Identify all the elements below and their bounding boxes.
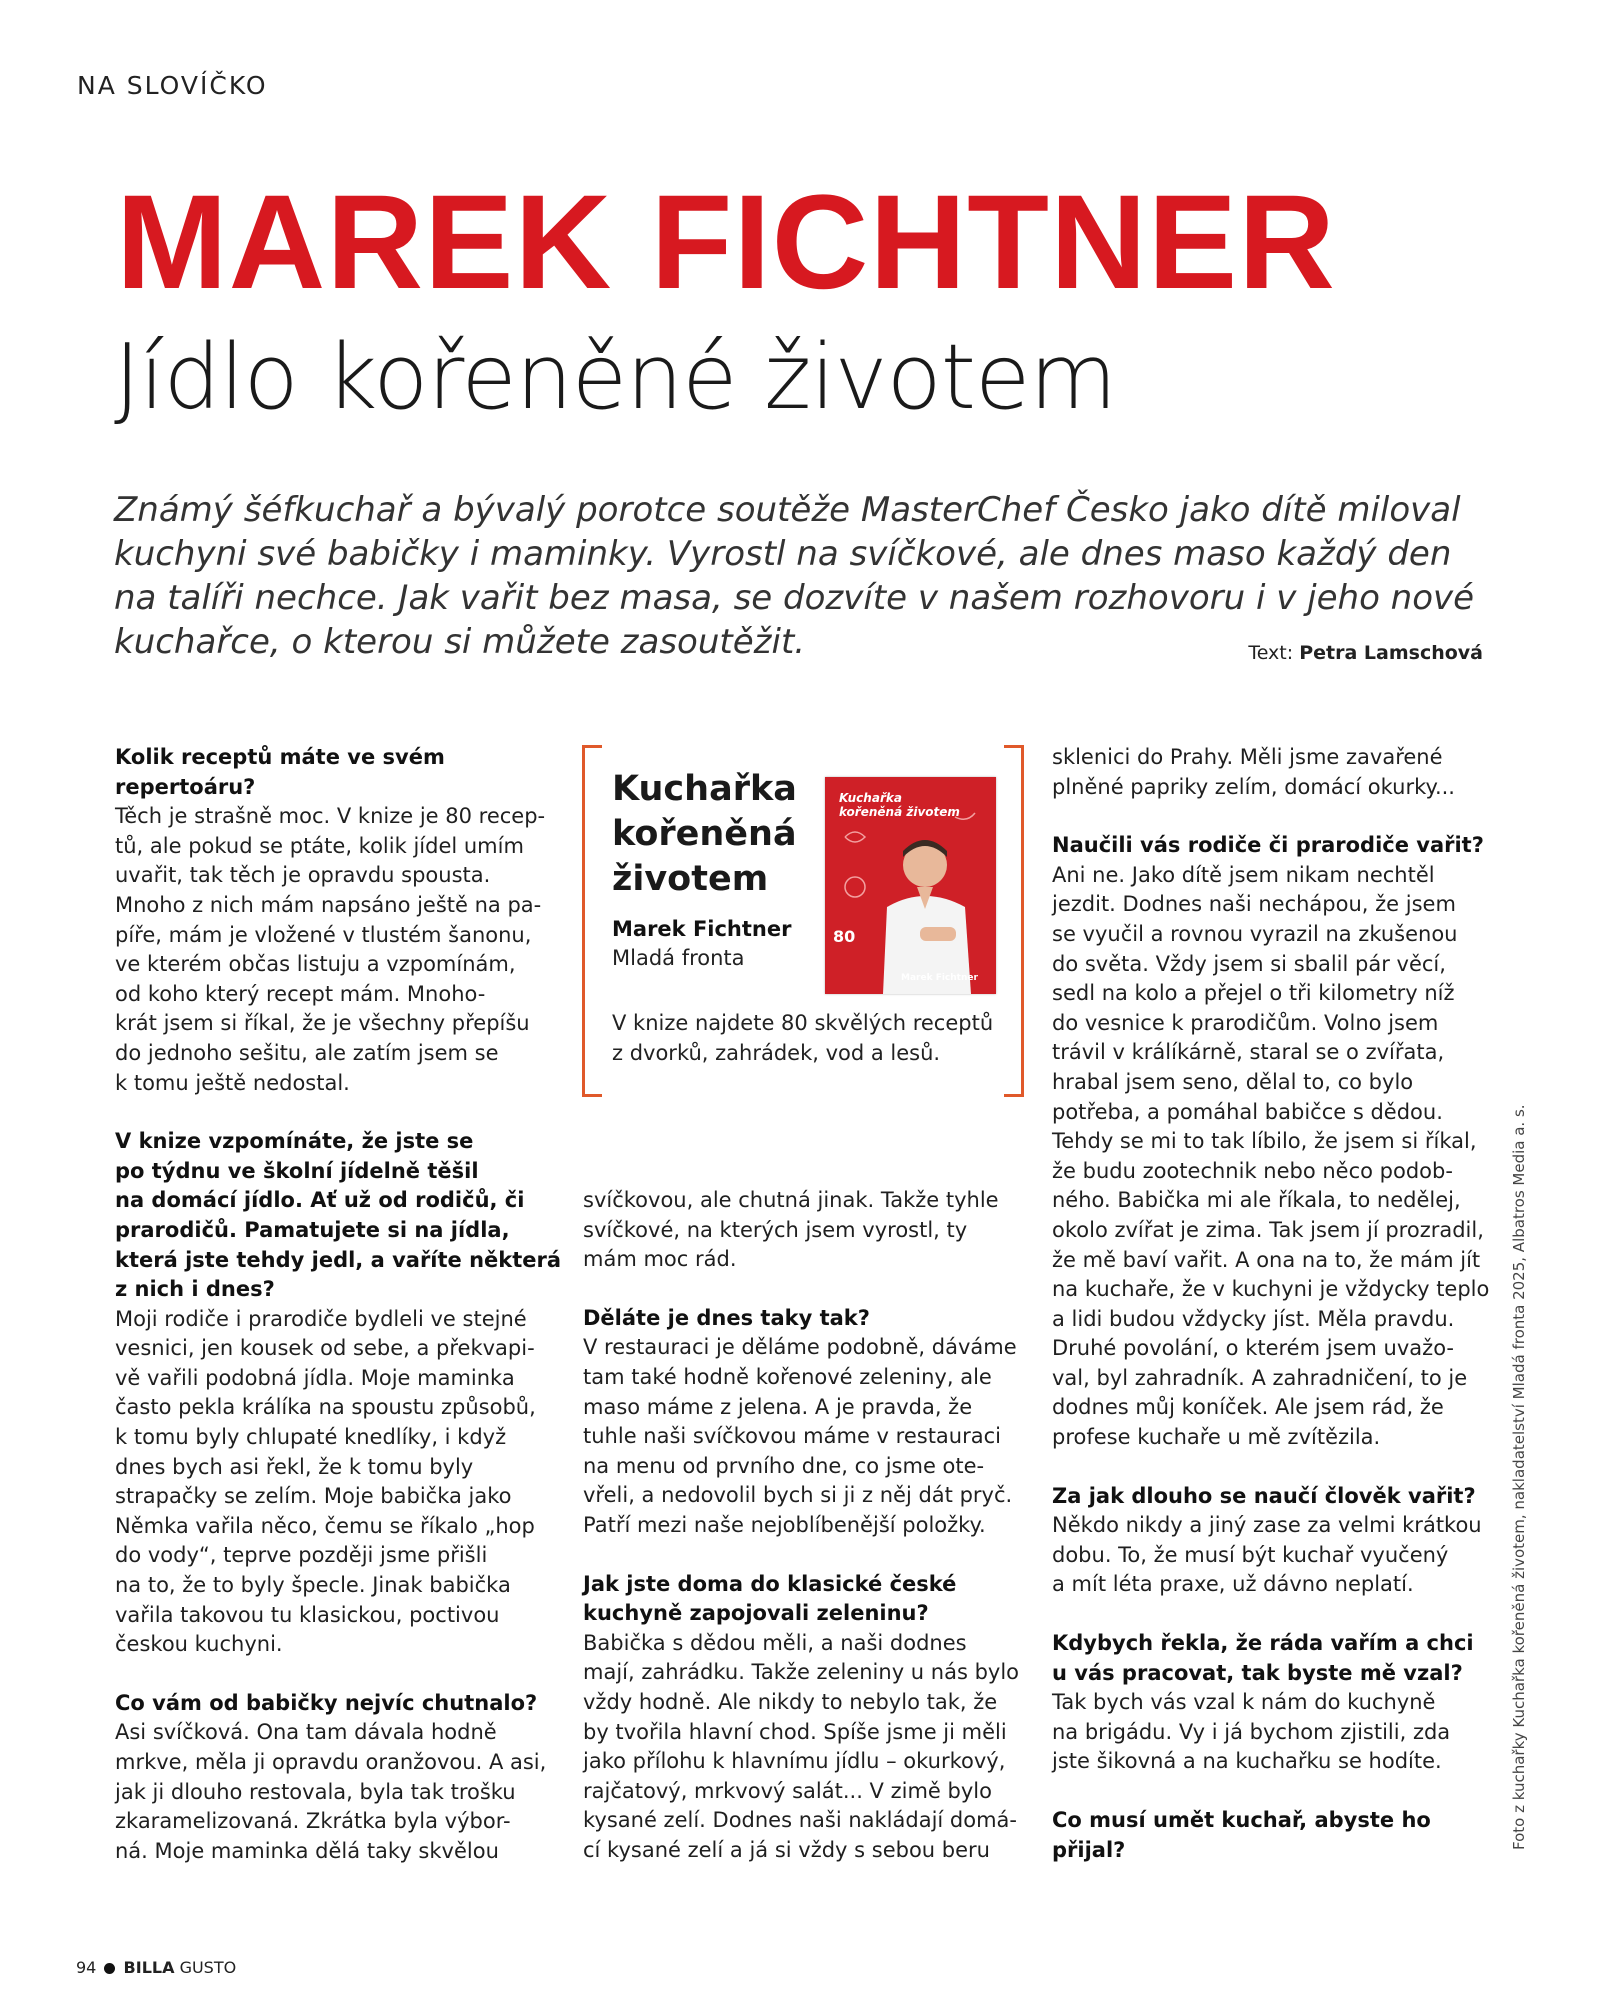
answer-line: trávil v králíkárně, staral se o zvířata, [1052, 1040, 1445, 1065]
answer-line: k tomu ještě nedostal. [115, 1070, 350, 1095]
cover-recipe-count: 80 [833, 927, 856, 946]
answer-line: svíčkové, na kterých jsem vyrostl, ty [583, 1217, 968, 1242]
question-line: repertoáru? [115, 774, 256, 799]
question-line: na domácí jídlo. Ať už od rodičů, či [115, 1188, 525, 1213]
column-2 [583, 1186, 1023, 1865]
answer-line: Asi svíčková. Ona tam dávala hodně [115, 1720, 497, 1745]
book-title-line: Kuchařka [612, 769, 797, 809]
subhead: Jídlo kořeněné životem [114, 325, 1117, 430]
answer-line: Mnoho z nich mám napsáno ještě na pa- [115, 892, 542, 917]
answer-line: Někdo nikdy a jiný zase za velmi krátkou [1052, 1513, 1482, 1538]
answer-line: uvařit, tak těch je opravdu spousta. [115, 863, 491, 888]
answer-line: do jednoho sešitu, ale zatím jsem se [115, 1040, 499, 1065]
lead-line: Známý šéfkuchař a bývalý porotce soutěže MasterChef Česko jako dítě miloval [114, 490, 1461, 530]
book-author: Marek Fichtner [612, 917, 792, 941]
credit-author: Petra Lamschová [1299, 642, 1483, 664]
paragraph-gap [115, 1660, 555, 1689]
answer-line: a mít léta praxe, už dávno neplatí. [1052, 1572, 1414, 1597]
answer-line: Tehdy se mi to tak líbilo, že jsem si říkal, [1052, 1129, 1477, 1154]
answer-line: tam také hodně kořenové zeleniny, ale [583, 1364, 992, 1389]
answer-line: vesnici, jen kousek od sebe, a překvapi- [115, 1336, 535, 1361]
answer-line: svíčkovou, ale chutná jinak. Takže tyhle [583, 1188, 999, 1212]
answer-line: jezdit. Dodnes naši nechápou, že jsem [1052, 892, 1456, 917]
answer-line: píře, mám je vložené v tlustém šanonu, [115, 922, 532, 947]
answer-line: často pekla králíka na spoustu způsobů, [115, 1395, 536, 1420]
answer-line: V restauraci je děláme podobně, dáváme [583, 1335, 1017, 1360]
answer-line: k tomu byly chlupaté knedlíky, i když [115, 1425, 507, 1450]
book-title [612, 767, 797, 902]
question-line: V knize vzpomínáte, že jste se [115, 1129, 474, 1154]
question-line: Kdybych řekla, že ráda vařím a chci [1052, 1631, 1474, 1656]
answer-line: dodnes můj koníček. Ale jsem rád, že [1052, 1395, 1444, 1420]
column-3 [1052, 743, 1492, 1865]
book-description [612, 1008, 993, 1068]
photo-credit: Foto z kuchařky Kuchařka kořeněná životem, nakladatelství Mladá fronta 2025, Albatros Media a. s. [1510, 1104, 1528, 1850]
answer-line: tuhle naši svíčkovou máme v restauraci [583, 1424, 1001, 1449]
bracket-right [1004, 745, 1024, 1097]
answer-line: Těch je strašně moc. V knize je 80 recep- [115, 804, 546, 829]
cover-author: Marek Fichtner [901, 973, 978, 983]
answer-line: vařila takovou tu klasickou, poctivou [115, 1602, 500, 1627]
question-line: která jste tehdy jedl, a vaříte některá [115, 1247, 562, 1272]
answer-line: od koho který recept mám. Mnoho- [115, 981, 486, 1006]
question-line: přijal? [1052, 1837, 1126, 1862]
question-line: Naučili vás rodiče či prarodiče vařit? [1052, 833, 1484, 858]
answer-line: rajčatový, mrkvový salát... V zimě bylo [583, 1778, 992, 1803]
answer-line: vě vařili podobná jídla. Moje maminka [115, 1365, 515, 1390]
section-label: NA SLOVÍČKO [77, 71, 268, 100]
answer-line: maso máme z jelena. A je pravda, že [583, 1394, 973, 1419]
bracket-left [582, 745, 602, 1097]
bullet-dot-icon [104, 1963, 115, 1974]
answer-line: kysané zelí. Dodnes naši nakládají domá- [583, 1808, 1018, 1833]
answer-line: Babička s dědou měli, a naši dodnes [583, 1630, 967, 1655]
book-cover-image [825, 777, 996, 994]
answer-line: na brigádu. Vy i já bychom zjistili, zda [1052, 1719, 1451, 1744]
book-publisher: Mladá fronta [612, 946, 745, 970]
question-line: Co musí umět kuchař, abyste ho [1052, 1808, 1431, 1832]
column-1 [115, 743, 562, 1866]
cover-title-line: Kuchařka [839, 791, 902, 805]
answer-line: hrabal jsem seno, dělal to, co bylo [1052, 1069, 1414, 1094]
lead-line: kuchařce, o kterou si můžete zasoutěžit. [114, 622, 806, 662]
paragraph-gap [1052, 802, 1492, 831]
question-line: Za jak dlouho se naučí člověk vařit? [1052, 1483, 1476, 1508]
paragraph-gap [1052, 1600, 1492, 1629]
answer-line: vždy hodně. Ale nikdy to nebylo tak, že [583, 1689, 998, 1714]
answer-line: jste šikovná a na kuchařku se hodíte. [1052, 1749, 1442, 1774]
answer-line: na kuchaře, že v kuchyni je vždycky teplo [1052, 1277, 1490, 1302]
answer-line: do světa. Vždy jsem si sbalil pár věcí, [1052, 951, 1446, 976]
headline: MAREK FICHTNER [116, 168, 1336, 317]
credit-label: Text: [1248, 642, 1294, 664]
answer-line: mají, zahrádku. Takže zeleniny u nás bylo [583, 1660, 1020, 1685]
answer-line: Ani ne. Jako dítě jsem nikam nechtěl [1052, 862, 1435, 887]
answer-line: tů, ale pokud se ptáte, kolik jídel umím [115, 833, 524, 858]
answer-line: a lidi budou vždycky jíst. Měla pravdu. [1052, 1306, 1455, 1331]
answer-line: zkaramelizovaná. Zkrátka byla výbor- [115, 1809, 511, 1834]
page-footer [76, 1958, 236, 1977]
answer-line: do vody“, teprve později jsme přišli [115, 1543, 488, 1568]
answer-line: že mě baví vařit. A ona na to, že mám jít [1052, 1247, 1481, 1272]
paragraph-gap [1052, 1777, 1492, 1806]
book-desc-line: V knize najdete 80 skvělých receptů [612, 1011, 994, 1035]
book-sidebar [582, 745, 1024, 1097]
question-line: Kolik receptů máte ve svém [115, 745, 445, 769]
paragraph-gap [115, 1098, 555, 1127]
answer-line: cí kysané zelí a já si vždy s sebou beru [583, 1837, 990, 1862]
answer-line: jak ji dlouho restovala, byla tak trošku [115, 1779, 516, 1804]
book-desc-line: z dvorků, zahrádek, vod a lesů. [612, 1041, 941, 1065]
answer-line: Moji rodiče i prarodiče bydleli ve stejné [115, 1306, 527, 1331]
answer-line: ve kterém občas listuju a vzpomínám, [115, 952, 516, 977]
book-title-line: životem [612, 859, 769, 899]
chef-photo-illustration [825, 777, 996, 994]
lead-paragraph [114, 488, 1494, 664]
answer-line: se vyučil a rovnou vyrazil na zkušenou [1052, 921, 1458, 946]
brand-name: BILLA [123, 1958, 175, 1977]
answer-line: ného. Babička mi ale říkala, to nedělej, [1052, 1188, 1461, 1213]
answer-line: na to, že to byly špecle. Jinak babička [115, 1573, 511, 1598]
answer-line: jako přílohu k hlavnímu jídlu – okurkový, [583, 1749, 1006, 1774]
answer-line: krát jsem si říkal, že je všechny přepíšu [115, 1011, 530, 1036]
answer-line: na menu od prvního dne, co jsme ote- [583, 1453, 985, 1478]
answer-line: by tvořila hlavní chod. Spíše jsme ji měli [583, 1719, 1007, 1744]
answer-line: dnes bych asi řekl, že k tomu byly [115, 1454, 474, 1479]
answer-line: do vesnice k prarodičům. Volno jsem [1052, 1010, 1439, 1035]
answer-line: vřeli, a nedovolil bych si ji z něj dát pryč. [583, 1483, 1013, 1508]
book-title-line: kořeněná [612, 814, 797, 854]
question-line: Co vám od babičky nejvíc chutnalo? [115, 1690, 538, 1715]
answer-line: val, byl zahradník. A zahradničení, to je [1052, 1365, 1468, 1390]
question-line: Jak jste doma do klasické české [583, 1571, 957, 1596]
answer-line: Tak bych vás vzal k nám do kuchyně [1052, 1690, 1436, 1715]
answer-line: ná. Moje maminka dělá taky skvělou [115, 1838, 499, 1863]
paragraph-gap [583, 1275, 1023, 1304]
question-line: prarodičů. Pamatujete si na jídla, [115, 1217, 510, 1242]
paragraph-gap [1052, 1453, 1492, 1482]
answer-line: strapačky se zelím. Moje babička jako [115, 1484, 512, 1509]
page-number: 94 [76, 1958, 97, 1977]
question-line: u vás pracovat, tak byste mě vzal? [1052, 1660, 1463, 1685]
question-line: z nich i dnes? [115, 1277, 275, 1302]
question-line: po týdnu ve školní jídelně těšil [115, 1158, 479, 1183]
lead-line: na talíři nechce. Jak vařit bez masa, se dozvíte v našem rozhovoru i v jeho nové [114, 578, 1475, 618]
question-line: kuchyně zapojovali zeleninu? [583, 1601, 929, 1626]
answer-line: Němka vařila něco, čemu se říkalo „hop [115, 1513, 535, 1538]
answer-line: mrkve, měla ji opravdu oranžovou. A asi, [115, 1750, 547, 1774]
author-credit [1248, 642, 1483, 664]
answer-line: že budu zootechnik nebo něco podob- [1052, 1158, 1453, 1183]
answer-line: mám moc rád. [583, 1247, 737, 1272]
answer-line: Patří mezi naše nejoblíbenější položky. [583, 1512, 986, 1537]
answer-line: dobu. To, že musí být kuchař vyučený [1052, 1542, 1449, 1567]
question-line: Děláte je dnes taky tak? [583, 1305, 870, 1330]
answer-line: potřeba, a pomáhal babičce s dědou. [1052, 1099, 1443, 1124]
magazine-name: GUSTO [179, 1958, 237, 1977]
answer-line: okolo zvířat je zima. Tak jsem jí prozradil, [1052, 1217, 1484, 1242]
answer-line: plněné papriky zelím, domácí okurky... [1052, 774, 1455, 799]
answer-line: sklenici do Prahy. Měli jsme zavařené [1052, 745, 1443, 769]
answer-line: sedl na kolo a přejel o tři kilometry níž [1052, 981, 1455, 1006]
lead-line: kuchyni své babičky i maminky. Vyrostl na svíčkové, ale dnes maso každý den [114, 534, 1452, 574]
answer-line: českou kuchyni. [115, 1632, 283, 1657]
answer-line: profese kuchaře u mě zvítězila. [1052, 1425, 1381, 1450]
cover-title-line: kořeněná životem [839, 805, 960, 819]
paragraph-gap [583, 1541, 1023, 1570]
answer-line: Druhé povolání, o kterém jsem uvažo- [1052, 1336, 1455, 1361]
